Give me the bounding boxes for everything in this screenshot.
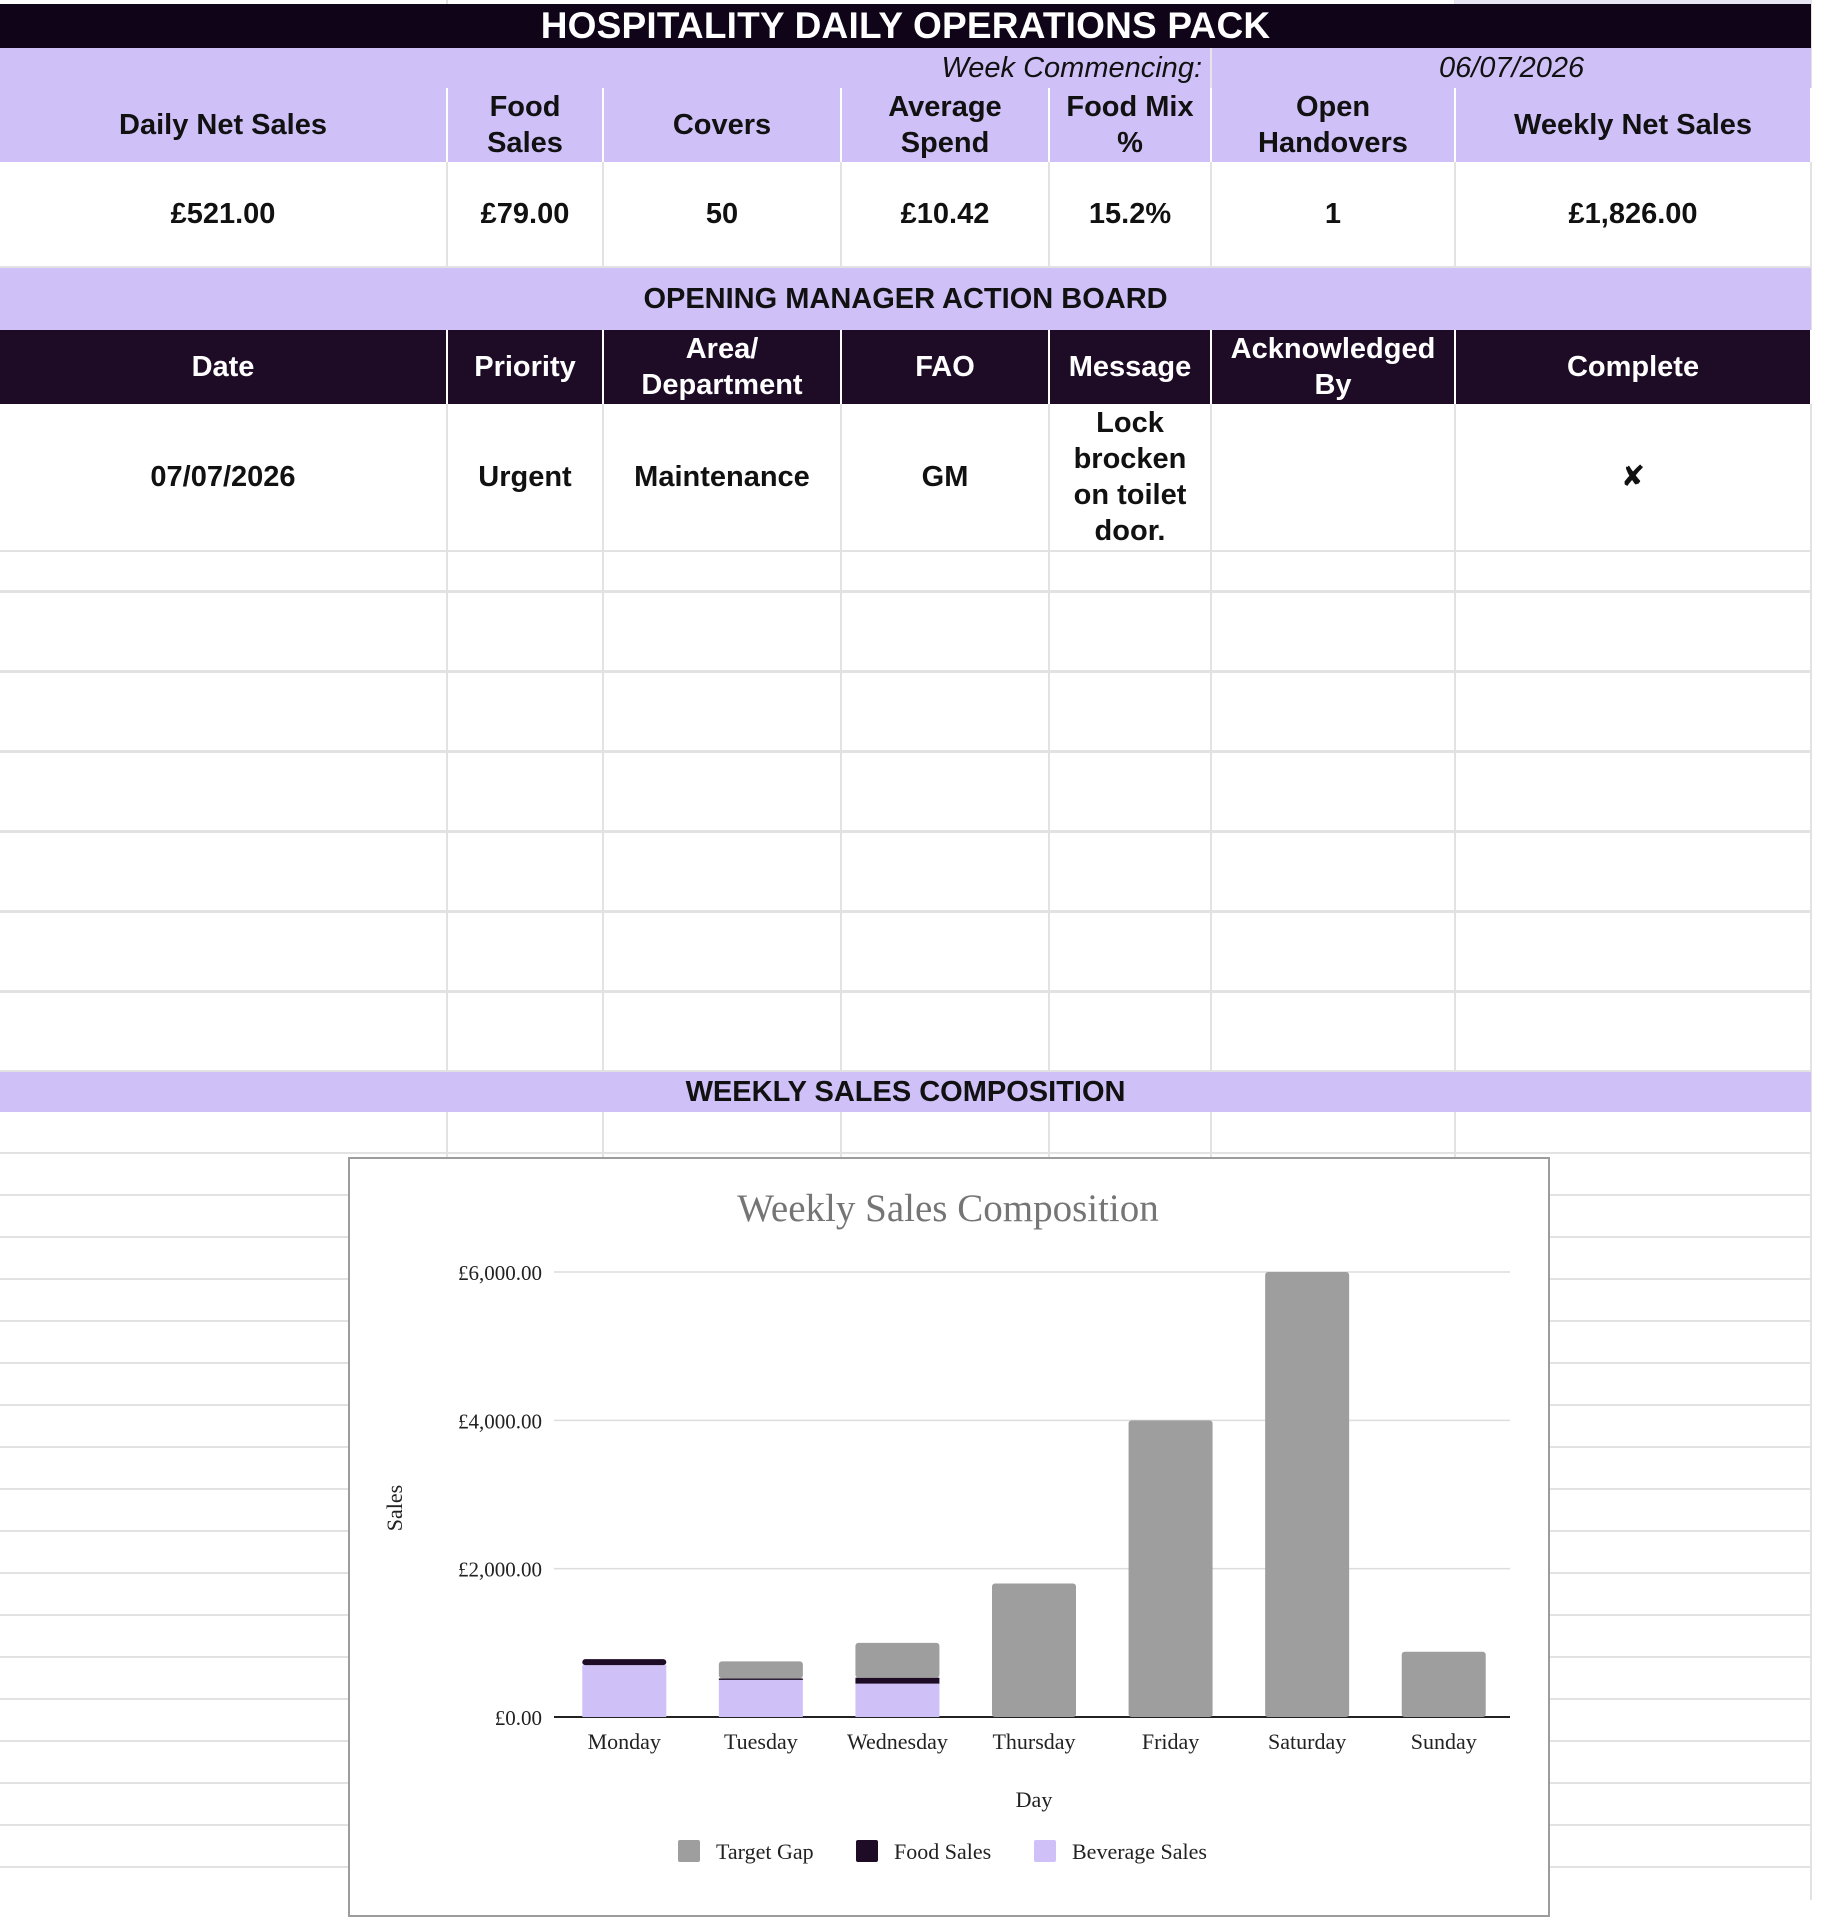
board-cell-area[interactable]: Maintenance xyxy=(603,404,841,551)
sheet-title[interactable]: HOSPITALITY DAILY OPERATIONS PACK xyxy=(0,4,1811,48)
empty-cell[interactable] xyxy=(1455,671,1811,751)
operations-sheet xyxy=(0,4,1812,1112)
empty-cell[interactable] xyxy=(841,551,1049,591)
board-cell-fao[interactable]: GM xyxy=(841,404,1049,551)
bar-beverage-sales-tuesday[interactable] xyxy=(719,1680,803,1717)
chart-canvas xyxy=(350,1159,1548,1915)
bar-food-sales-wednesday[interactable] xyxy=(855,1678,939,1684)
title-row xyxy=(0,4,1811,48)
empty-cell[interactable] xyxy=(603,751,841,831)
empty-cell[interactable] xyxy=(1049,911,1211,991)
x-tick-label: Monday xyxy=(587,1729,661,1754)
action-board-title[interactable]: OPENING MANAGER ACTION BOARD xyxy=(0,267,1811,330)
empty-cell[interactable] xyxy=(841,751,1049,831)
kpi-average-spend[interactable]: £10.42 xyxy=(841,162,1049,267)
empty-cell[interactable] xyxy=(1211,991,1455,1071)
board-header-acknowledged-by[interactable]: Acknowledged By xyxy=(1211,330,1455,404)
empty-cell[interactable] xyxy=(1049,991,1211,1071)
board-cell-message[interactable]: Lock brocken on toilet door. xyxy=(1049,404,1211,551)
empty-cell[interactable] xyxy=(1211,831,1455,911)
chart-xlabel: Day xyxy=(1015,1787,1053,1812)
kpi-weekly-net-sales[interactable]: £1,826.00 xyxy=(1455,162,1811,267)
bar-food-sales-monday[interactable] xyxy=(582,1659,666,1665)
sales-section-title[interactable]: WEEKLY SALES COMPOSITION xyxy=(0,1071,1811,1112)
kpi-open-handovers[interactable]: 1 xyxy=(1211,162,1455,267)
weekly-sales-chart[interactable] xyxy=(348,1157,1550,1917)
empty-cell[interactable] xyxy=(447,911,603,991)
legend-swatch xyxy=(1034,1840,1056,1862)
empty-cell[interactable] xyxy=(841,591,1049,671)
week-commencing-value[interactable]: 06/07/2026 xyxy=(1211,48,1811,88)
legend-swatch xyxy=(678,1840,700,1862)
y-tick-label: £2,000.00 xyxy=(458,1557,542,1582)
empty-cell[interactable] xyxy=(603,991,841,1071)
table-row xyxy=(0,671,1811,751)
x-tick-label: Thursday xyxy=(992,1729,1076,1754)
empty-cell[interactable] xyxy=(0,671,447,751)
x-tick-label: Wednesday xyxy=(846,1729,948,1754)
kpi-header-food-mix[interactable]: Food Mix % xyxy=(1049,88,1211,162)
board-header-priority[interactable]: Priority xyxy=(447,330,603,404)
empty-cell[interactable] xyxy=(447,831,603,911)
bar-beverage-sales-monday[interactable] xyxy=(582,1665,666,1717)
y-tick-label: £6,000.00 xyxy=(458,1261,542,1285)
y-tick-label: £4,000.00 xyxy=(458,1409,542,1434)
kpi-value-row xyxy=(0,162,1811,267)
kpi-food-mix[interactable]: 15.2% xyxy=(1049,162,1211,267)
table-row xyxy=(0,404,1811,551)
table-row xyxy=(0,911,1811,991)
board-header-date[interactable]: Date xyxy=(0,330,447,404)
board-header-fao[interactable]: FAO xyxy=(841,330,1049,404)
table-row xyxy=(0,991,1811,1071)
empty-cell[interactable] xyxy=(1455,831,1811,911)
x-tick-label: Tuesday xyxy=(723,1729,798,1754)
board-cell-date[interactable]: 07/07/2026 xyxy=(0,404,447,551)
empty-cell[interactable] xyxy=(1211,591,1455,671)
empty-cell[interactable] xyxy=(447,591,603,671)
week-commencing-row xyxy=(0,48,1811,88)
empty-cell[interactable] xyxy=(603,831,841,911)
action-board-title-row xyxy=(0,267,1811,330)
week-commencing-label[interactable]: Week Commencing: xyxy=(0,48,1211,88)
empty-cell[interactable] xyxy=(1049,751,1211,831)
table-row xyxy=(0,591,1811,671)
y-tick-label: £0.00 xyxy=(494,1706,542,1730)
empty-cell[interactable] xyxy=(1049,591,1211,671)
empty-cell[interactable] xyxy=(1455,911,1811,991)
legend-label[interactable]: Target Gap xyxy=(716,1839,814,1864)
bar-target-gap-friday[interactable] xyxy=(1129,1420,1213,1717)
chart-legend xyxy=(678,1839,1207,1864)
chart-bars xyxy=(582,1272,1485,1717)
empty-cell[interactable] xyxy=(1049,671,1211,751)
empty-cell[interactable] xyxy=(603,671,841,751)
empty-cell[interactable] xyxy=(1049,551,1211,591)
kpi-food-sales[interactable]: £79.00 xyxy=(447,162,603,267)
empty-cell[interactable] xyxy=(0,911,447,991)
board-header-area[interactable]: Area/ Department xyxy=(603,330,841,404)
legend-label[interactable]: Beverage Sales xyxy=(1072,1839,1207,1864)
empty-cell[interactable] xyxy=(1211,671,1455,751)
kpi-covers[interactable]: 50 xyxy=(603,162,841,267)
empty-cell[interactable] xyxy=(841,671,1049,751)
board-header-message[interactable]: Message xyxy=(1049,330,1211,404)
kpi-header-row xyxy=(0,88,1811,162)
empty-cell[interactable] xyxy=(447,671,603,751)
chart-ylabel: Sales xyxy=(382,1484,407,1532)
board-cell-acknowledged-by[interactable] xyxy=(1211,404,1455,551)
bar-target-gap-saturday[interactable] xyxy=(1265,1272,1349,1717)
empty-cell[interactable] xyxy=(0,831,447,911)
empty-cell[interactable] xyxy=(0,751,447,831)
chart-x-ticks xyxy=(588,1729,1477,1754)
kpi-header-food-sales[interactable]: Food Sales xyxy=(447,88,603,162)
empty-cell[interactable] xyxy=(603,551,841,591)
empty-cell[interactable] xyxy=(1211,911,1455,991)
x-tick-label: Saturday xyxy=(1268,1729,1347,1754)
empty-cell[interactable] xyxy=(0,591,447,671)
empty-cell[interactable] xyxy=(447,991,603,1071)
bar-target-gap-wednesday[interactable] xyxy=(855,1643,939,1678)
kpi-daily-net-sales[interactable]: £521.00 xyxy=(0,162,447,267)
kpi-header-weekly-net-sales[interactable]: Weekly Net Sales xyxy=(1455,88,1811,162)
empty-cell[interactable] xyxy=(1455,551,1811,591)
bar-food-sales-tuesday[interactable] xyxy=(719,1678,803,1679)
bar-target-gap-sunday[interactable] xyxy=(1402,1652,1486,1717)
kpi-header-average-spend[interactable]: Average Spend xyxy=(841,88,1049,162)
empty-cell[interactable] xyxy=(447,751,603,831)
legend-label[interactable]: Food Sales xyxy=(894,1839,992,1864)
empty-cell[interactable] xyxy=(603,591,841,671)
chart-title: Weekly Sales Composition xyxy=(737,1187,1159,1230)
board-cell-priority[interactable]: Urgent xyxy=(447,404,603,551)
chart-y-ticks xyxy=(458,1261,542,1730)
empty-cell[interactable] xyxy=(1455,591,1811,671)
empty-cell[interactable] xyxy=(1211,551,1455,591)
bar-beverage-sales-wednesday[interactable] xyxy=(855,1684,939,1717)
action-board-header-row xyxy=(0,330,1811,404)
empty-cell[interactable] xyxy=(1211,751,1455,831)
sales-section-title-row xyxy=(0,1071,1811,1112)
empty-cell[interactable] xyxy=(1455,991,1811,1071)
empty-cell[interactable] xyxy=(841,991,1049,1071)
empty-cell[interactable] xyxy=(1049,831,1211,911)
empty-cell[interactable] xyxy=(841,831,1049,911)
kpi-header-open-handovers[interactable]: Open Handovers xyxy=(1211,88,1455,162)
kpi-header-daily-net-sales[interactable]: Daily Net Sales xyxy=(0,88,447,162)
kpi-header-covers[interactable]: Covers xyxy=(603,88,841,162)
empty-cell[interactable] xyxy=(0,551,447,591)
board-header-complete[interactable]: Complete xyxy=(1455,330,1811,404)
empty-cell[interactable] xyxy=(0,991,447,1071)
table-row xyxy=(0,831,1811,911)
table-row xyxy=(0,751,1811,831)
empty-cell[interactable] xyxy=(603,911,841,991)
empty-cell[interactable] xyxy=(447,551,603,591)
board-cell-complete[interactable]: ✘ xyxy=(1455,404,1811,551)
bar-target-gap-thursday[interactable] xyxy=(992,1584,1076,1718)
bar-target-gap-tuesday[interactable] xyxy=(719,1661,803,1678)
legend-swatch xyxy=(856,1840,878,1862)
empty-cell[interactable] xyxy=(1455,751,1811,831)
empty-cell[interactable] xyxy=(841,911,1049,991)
table-row xyxy=(0,551,1811,591)
x-tick-label: Sunday xyxy=(1410,1729,1477,1754)
x-tick-label: Friday xyxy=(1141,1729,1200,1754)
